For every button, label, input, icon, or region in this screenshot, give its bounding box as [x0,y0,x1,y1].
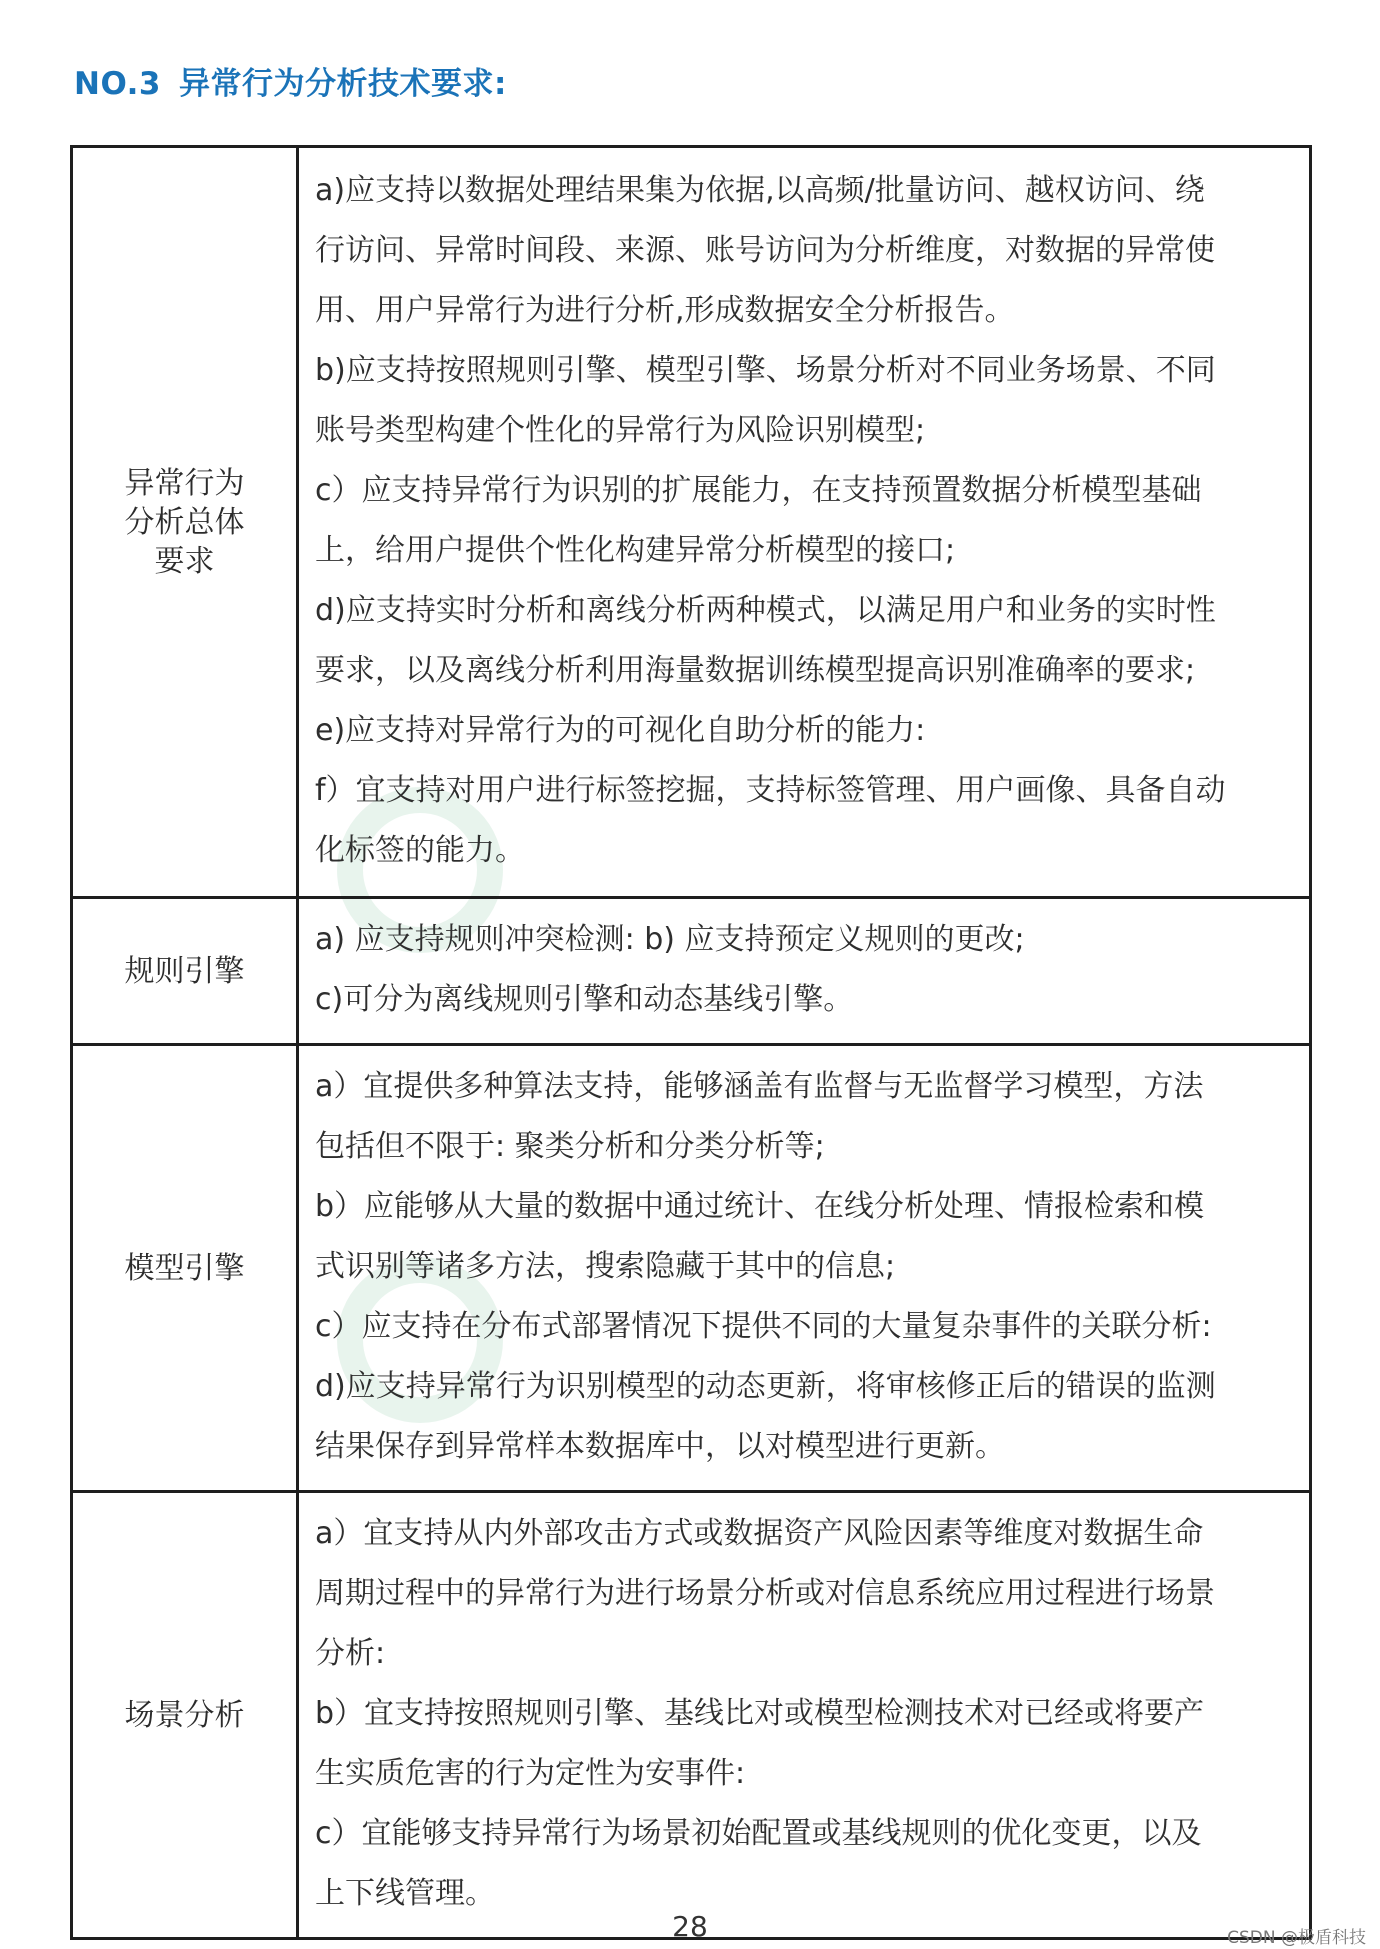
page-number: 28 [672,1910,708,1943]
content-line: f）宜支持对用户进行标签挖掘，支持标签管理、用户画像、具备自动 [315,773,1226,808]
table-row [72,898,1311,1045]
table-row [72,147,1311,898]
content-line: 上，给用户提供个性化构建异常分析模型的接口; [315,533,956,568]
content-line: 化标签的能力。 [315,833,525,868]
table-row [72,1492,1311,1939]
content-line: 账号类型构建个性化的异常行为风险识别模型; [315,413,926,448]
content-line: c）应支持在分布式部署情况下提供不同的大量复杂事件的关联分析: [315,1309,1212,1344]
content-line: a) 应支持规则冲突检测: b) 应支持预定义规则的更改; [315,922,1025,957]
row-content [298,1492,1311,1939]
requirements-table [70,145,1312,1940]
content-line: a）宜提供多种算法支持，能够涵盖有监督与无监督学习模型，方法 [315,1069,1204,1104]
content-line: 要求，以及离线分析利用海量数据训练模型提高识别准确率的要求; [315,653,1196,688]
content-line: 用、用户异常行为进行分析,形成数据安全分析报告。 [315,293,1015,328]
content-line: b）应能够从大量的数据中通过统计、在线分析处理、情报检索和模 [315,1189,1205,1224]
row-content [298,898,1311,1045]
content-line: 周期过程中的异常行为进行场景分析或对信息系统应用过程进行场景 [315,1576,1215,1611]
content-line: c)可分为离线规则引擎和动态基线引擎。 [315,982,854,1017]
content-line: a）宜支持从内外部攻击方式或数据资产风险因素等维度对数据生命 [315,1516,1204,1551]
row-content [298,147,1311,898]
content-line: d)应支持异常行为识别模型的动态更新，将审核修正后的错误的监测 [315,1369,1216,1404]
section-number: NO.3 [74,66,161,102]
content-line: a)应支持以数据处理结果集为依据,以高频/批量访问、越权访问、绕 [315,173,1205,208]
row-label-line: 分析总体 [124,504,245,540]
content-line: 生实质危害的行为定性为安事件: [315,1756,746,1791]
content-line: c）应支持异常行为识别的扩展能力，在支持预置数据分析模型基础 [315,473,1202,508]
row-label-line: 要求 [154,543,215,579]
content-line: 结果保存到异常样本数据库中，以对模型进行更新。 [315,1429,1005,1464]
content-line: b）宜支持按照规则引擎、基线比对或模型检测技术对已经或将要产 [315,1696,1205,1731]
row-label: 场景分析 [72,1492,298,1939]
row-label: 模型引擎 [72,1045,298,1492]
content-line: 上下线管理。 [315,1876,495,1911]
source-credit: CSDN @极盾科技 [1227,1928,1366,1948]
content-line: d)应支持实时分析和离线分析两种模式，以满足用户和业务的实时性 [315,593,1216,628]
section-title: 异常行为分析技术要求: [178,66,507,102]
content-line: 行访问、异常时间段、来源、账号访问为分析维度，对数据的异常使 [315,233,1215,268]
content-line: c）宜能够支持异常行为场景初始配置或基线规则的优化变更，以及 [315,1816,1202,1851]
content-line: b)应支持按照规则引擎、模型引擎、场景分析对不同业务场景、不同 [315,353,1216,388]
row-content [298,1045,1311,1492]
content-line: e)应支持对异常行为的可视化自助分析的能力: [315,713,926,748]
table-row [72,1045,1311,1492]
content-line: 包括但不限于: 聚类分析和分类分析等; [315,1129,825,1164]
row-label [72,147,298,898]
row-label: 规则引擎 [72,898,298,1045]
section-heading [74,58,507,103]
content-line: 式识别等诸多方法，搜索隐藏于其中的信息; [315,1249,896,1284]
content-line: 分析: [315,1636,386,1671]
row-label-line: 异常行为 [124,465,245,501]
